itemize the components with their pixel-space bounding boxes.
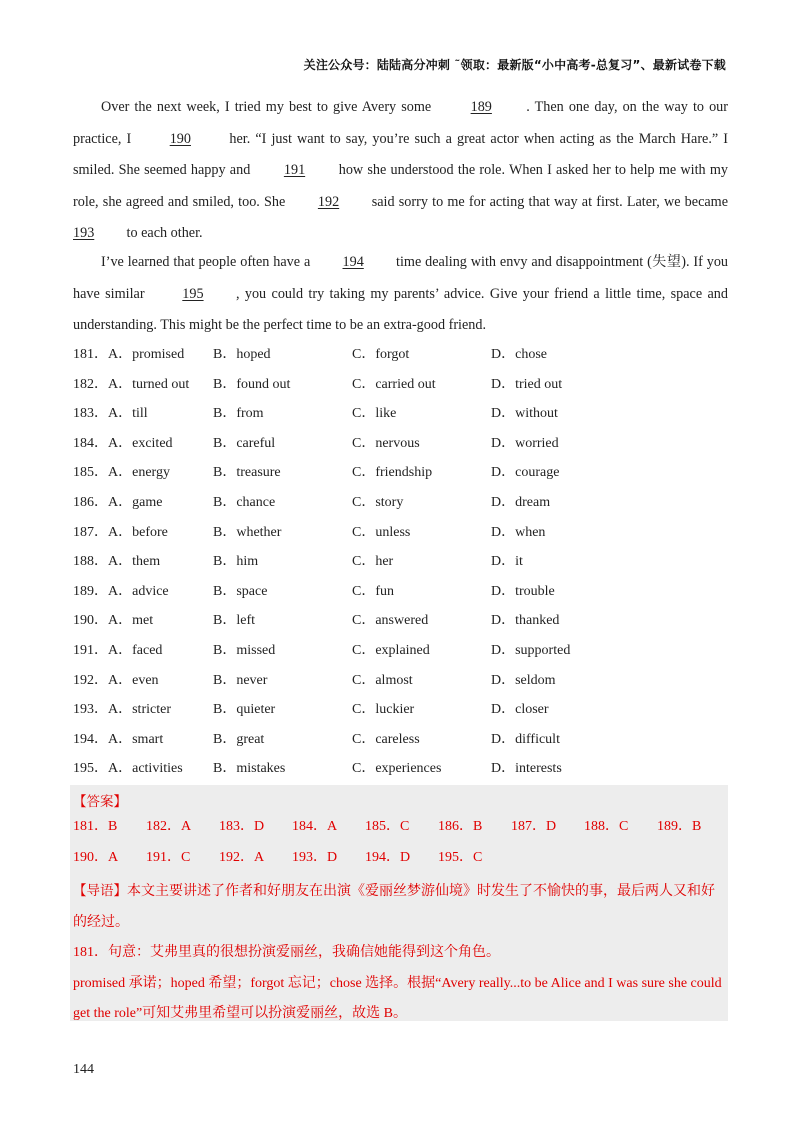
answer-item: 185．C xyxy=(365,819,410,834)
passage-paragraph-1 xyxy=(73,92,728,250)
question-number: 191． xyxy=(73,642,108,658)
option-b: B．mistakes xyxy=(213,761,286,777)
question-row xyxy=(73,370,733,400)
option-b: B．careful xyxy=(213,435,276,451)
option-d: D．interests xyxy=(491,761,562,777)
option-d: D．trouble xyxy=(491,583,555,599)
answer-item: 183．D xyxy=(219,819,265,834)
answer-item: 193．D xyxy=(292,850,338,865)
passage-text: said sorry to me for acting that way at first. Later, we became xyxy=(367,193,729,210)
passage-text: . Then one day, on the way to our practice, I xyxy=(73,99,728,147)
passage-text: I’ve learned that people often have a xyxy=(101,254,315,270)
answer-row-2 xyxy=(73,842,730,873)
answer-key xyxy=(73,811,730,873)
option-a-text: A．smart xyxy=(108,731,164,747)
question-row xyxy=(73,518,733,548)
option-b: B．space xyxy=(213,583,268,599)
option-a xyxy=(73,695,171,725)
option-b: B．found out xyxy=(213,376,291,392)
option-d: D．chose xyxy=(491,347,547,362)
option-b: B．whether xyxy=(213,524,282,540)
option-a xyxy=(73,636,162,666)
answer-item: 190．A xyxy=(73,850,119,865)
question-number: 184． xyxy=(73,435,108,451)
option-a-text: A．till xyxy=(108,406,148,422)
option-c: C．answered xyxy=(352,613,429,629)
question-row xyxy=(73,429,733,459)
option-c: C．like xyxy=(352,406,397,422)
option-b: B．from xyxy=(213,406,264,422)
answer-item: 181．B xyxy=(73,819,118,834)
option-d: D．thanked xyxy=(491,613,560,629)
question-row xyxy=(73,754,733,784)
question-number: 194． xyxy=(73,731,108,747)
question-number: 193． xyxy=(73,702,108,718)
question-row xyxy=(73,577,733,607)
option-a xyxy=(73,458,170,488)
question-row xyxy=(73,695,733,725)
option-c: C．carried out xyxy=(352,376,436,392)
answer-item: 194．D xyxy=(365,850,411,865)
option-a xyxy=(73,547,160,577)
question-row xyxy=(73,725,733,755)
answer-item: 187．D xyxy=(511,819,557,834)
option-a-text: A．activities xyxy=(108,761,183,777)
option-c: C．fun xyxy=(352,583,394,599)
option-d: D．it xyxy=(491,554,523,570)
option-a xyxy=(73,399,148,429)
option-a-text: A．faced xyxy=(108,642,163,658)
option-d: D．without xyxy=(491,406,558,422)
option-b: B．him xyxy=(213,554,259,570)
passage-text: , you could try taking my parents’ advice. Give your friend a little time, space and understanding. This might be the perfect time to be an extra-good friend. xyxy=(73,285,728,333)
option-a xyxy=(73,666,159,696)
answer-item: 184．A xyxy=(292,819,338,834)
blank-192: 192 xyxy=(317,193,340,210)
guide-text: 本文主要讲述了作者和好朋友在出演《爱丽丝梦游仙境》时发生了不愉快的事，最后两人又和好的经过。 xyxy=(73,883,715,930)
option-a xyxy=(73,725,163,755)
option-c: C．explained xyxy=(352,642,430,658)
option-a-text: A．energy xyxy=(108,465,170,481)
question-row xyxy=(73,488,733,518)
question-row xyxy=(73,340,733,370)
option-a-text: A．advice xyxy=(108,583,169,599)
answer-item: 189．B xyxy=(657,819,702,834)
question-row xyxy=(73,458,733,488)
question-row xyxy=(73,547,733,577)
question-row xyxy=(73,399,733,429)
page-number: 144 xyxy=(73,1062,94,1077)
answer-heading: 【答案】 xyxy=(73,794,127,810)
option-a-text: A．game xyxy=(108,494,163,510)
option-d: D．worried xyxy=(491,435,559,451)
question-row xyxy=(73,666,733,696)
question-number: 182． xyxy=(73,376,108,392)
guide-label: 【导语】 xyxy=(73,883,127,899)
question-number: 188． xyxy=(73,554,108,570)
passage-text: Over the next week, I tried my best to give Avery some xyxy=(101,99,437,115)
question-number: 183． xyxy=(73,406,108,422)
answer-item: 195．C xyxy=(438,850,483,865)
option-d: D．closer xyxy=(491,702,549,718)
answer-item: 191．C xyxy=(146,850,191,865)
option-a xyxy=(73,340,184,370)
option-a-text: A．turned out xyxy=(108,376,190,392)
question-number: 189． xyxy=(73,583,108,599)
option-a xyxy=(73,577,169,607)
option-d: D．courage xyxy=(491,465,560,481)
option-c: C．her xyxy=(352,554,394,570)
option-c: C．friendship xyxy=(352,465,433,481)
answer-item: 192．A xyxy=(219,850,265,865)
option-c: C．almost xyxy=(352,672,413,688)
option-b: B．treasure xyxy=(213,465,281,481)
option-a xyxy=(73,518,168,548)
passage-paragraph-2 xyxy=(73,247,728,342)
question-number: 181． xyxy=(73,347,108,362)
option-a xyxy=(73,606,153,636)
blank-191: 191 xyxy=(283,162,306,178)
question-number: 186． xyxy=(73,494,108,510)
option-c: C．experiences xyxy=(352,761,442,777)
option-c: C．nervous xyxy=(352,435,420,451)
option-b: B．quieter xyxy=(213,702,276,718)
option-c: C．luckier xyxy=(352,702,415,718)
option-a-text: A．before xyxy=(108,524,168,540)
answer-item: 188．C xyxy=(584,819,629,834)
blank-193: 193 xyxy=(73,225,95,241)
blank-194: 194 xyxy=(342,254,364,270)
passage-text: her. “I just want to say, you’re such a great actor when acting as the March Hare.” I smiled. She seemed happy and xyxy=(73,130,729,178)
explanation-181 xyxy=(73,938,728,1030)
option-d: D．tried out xyxy=(491,376,563,392)
question-row xyxy=(73,606,733,636)
question-number: 187． xyxy=(73,524,108,540)
option-a xyxy=(73,370,189,400)
passage-text: time dealing with envy and disappointment (失望). If you have similar xyxy=(73,254,729,302)
option-b: B．never xyxy=(213,672,268,688)
answer-item: 186．B xyxy=(438,819,483,834)
question-number: 195． xyxy=(73,761,108,777)
option-b: B．left xyxy=(213,613,255,629)
option-c: C．careless xyxy=(352,731,420,747)
option-a xyxy=(73,488,162,518)
option-a-text: A．even xyxy=(108,672,159,688)
page-header: 关注公众号：陆陆高分冲刺 ˜领取：最新版“小中高考-总复习”、最新试卷下载 xyxy=(303,58,726,72)
option-b: B．missed xyxy=(213,642,276,658)
explanation-sentence-meaning: 181．句意：艾弗里真的很想扮演爱丽丝，我确信她能得到这个角色。 xyxy=(73,945,500,960)
option-b: B．hoped xyxy=(213,347,271,362)
option-d: D．dream xyxy=(491,494,551,510)
question-number: 192． xyxy=(73,672,108,688)
option-d: D．when xyxy=(491,524,546,540)
option-c: C．story xyxy=(352,494,404,510)
explanation-detail: promised 承诺；hoped 希望；forgot 忘记；chose 选择。根据“Avery really...to be Alice and I was sure she could get the role”可知艾弗里希望可以扮演爱丽丝，故选 B。 xyxy=(73,975,722,1021)
option-a-text: A．them xyxy=(108,554,161,570)
passage-text: to each other. xyxy=(123,225,203,241)
question-number: 190． xyxy=(73,613,108,629)
option-c: C．forgot xyxy=(352,347,410,362)
guide-intro xyxy=(73,876,728,938)
option-b: B．chance xyxy=(213,494,276,510)
option-a xyxy=(73,429,173,459)
passage-text: how she understood the role. When I asked her to help me with my role, she agreed and smiled, too. She xyxy=(73,162,728,210)
option-a-text: A．excited xyxy=(108,435,173,451)
answer-row-1 xyxy=(73,811,730,842)
option-a xyxy=(73,754,183,784)
option-d: D．difficult xyxy=(491,731,560,747)
option-b: B．great xyxy=(213,731,265,747)
option-a-text: A．promised xyxy=(108,347,185,362)
blank-190: 190 xyxy=(169,130,191,147)
answer-item: 182．A xyxy=(146,819,192,834)
option-d: D．seldom xyxy=(491,672,556,688)
question-number: 185． xyxy=(73,465,108,481)
option-a-text: A．met xyxy=(108,613,154,629)
option-c: C．unless xyxy=(352,524,411,540)
option-d: D．supported xyxy=(491,642,571,658)
question-row xyxy=(73,636,733,666)
blank-189: 189 xyxy=(470,99,492,115)
question-options-list xyxy=(73,340,733,784)
blank-195: 195 xyxy=(182,285,204,302)
option-a-text: A．stricter xyxy=(108,702,171,718)
